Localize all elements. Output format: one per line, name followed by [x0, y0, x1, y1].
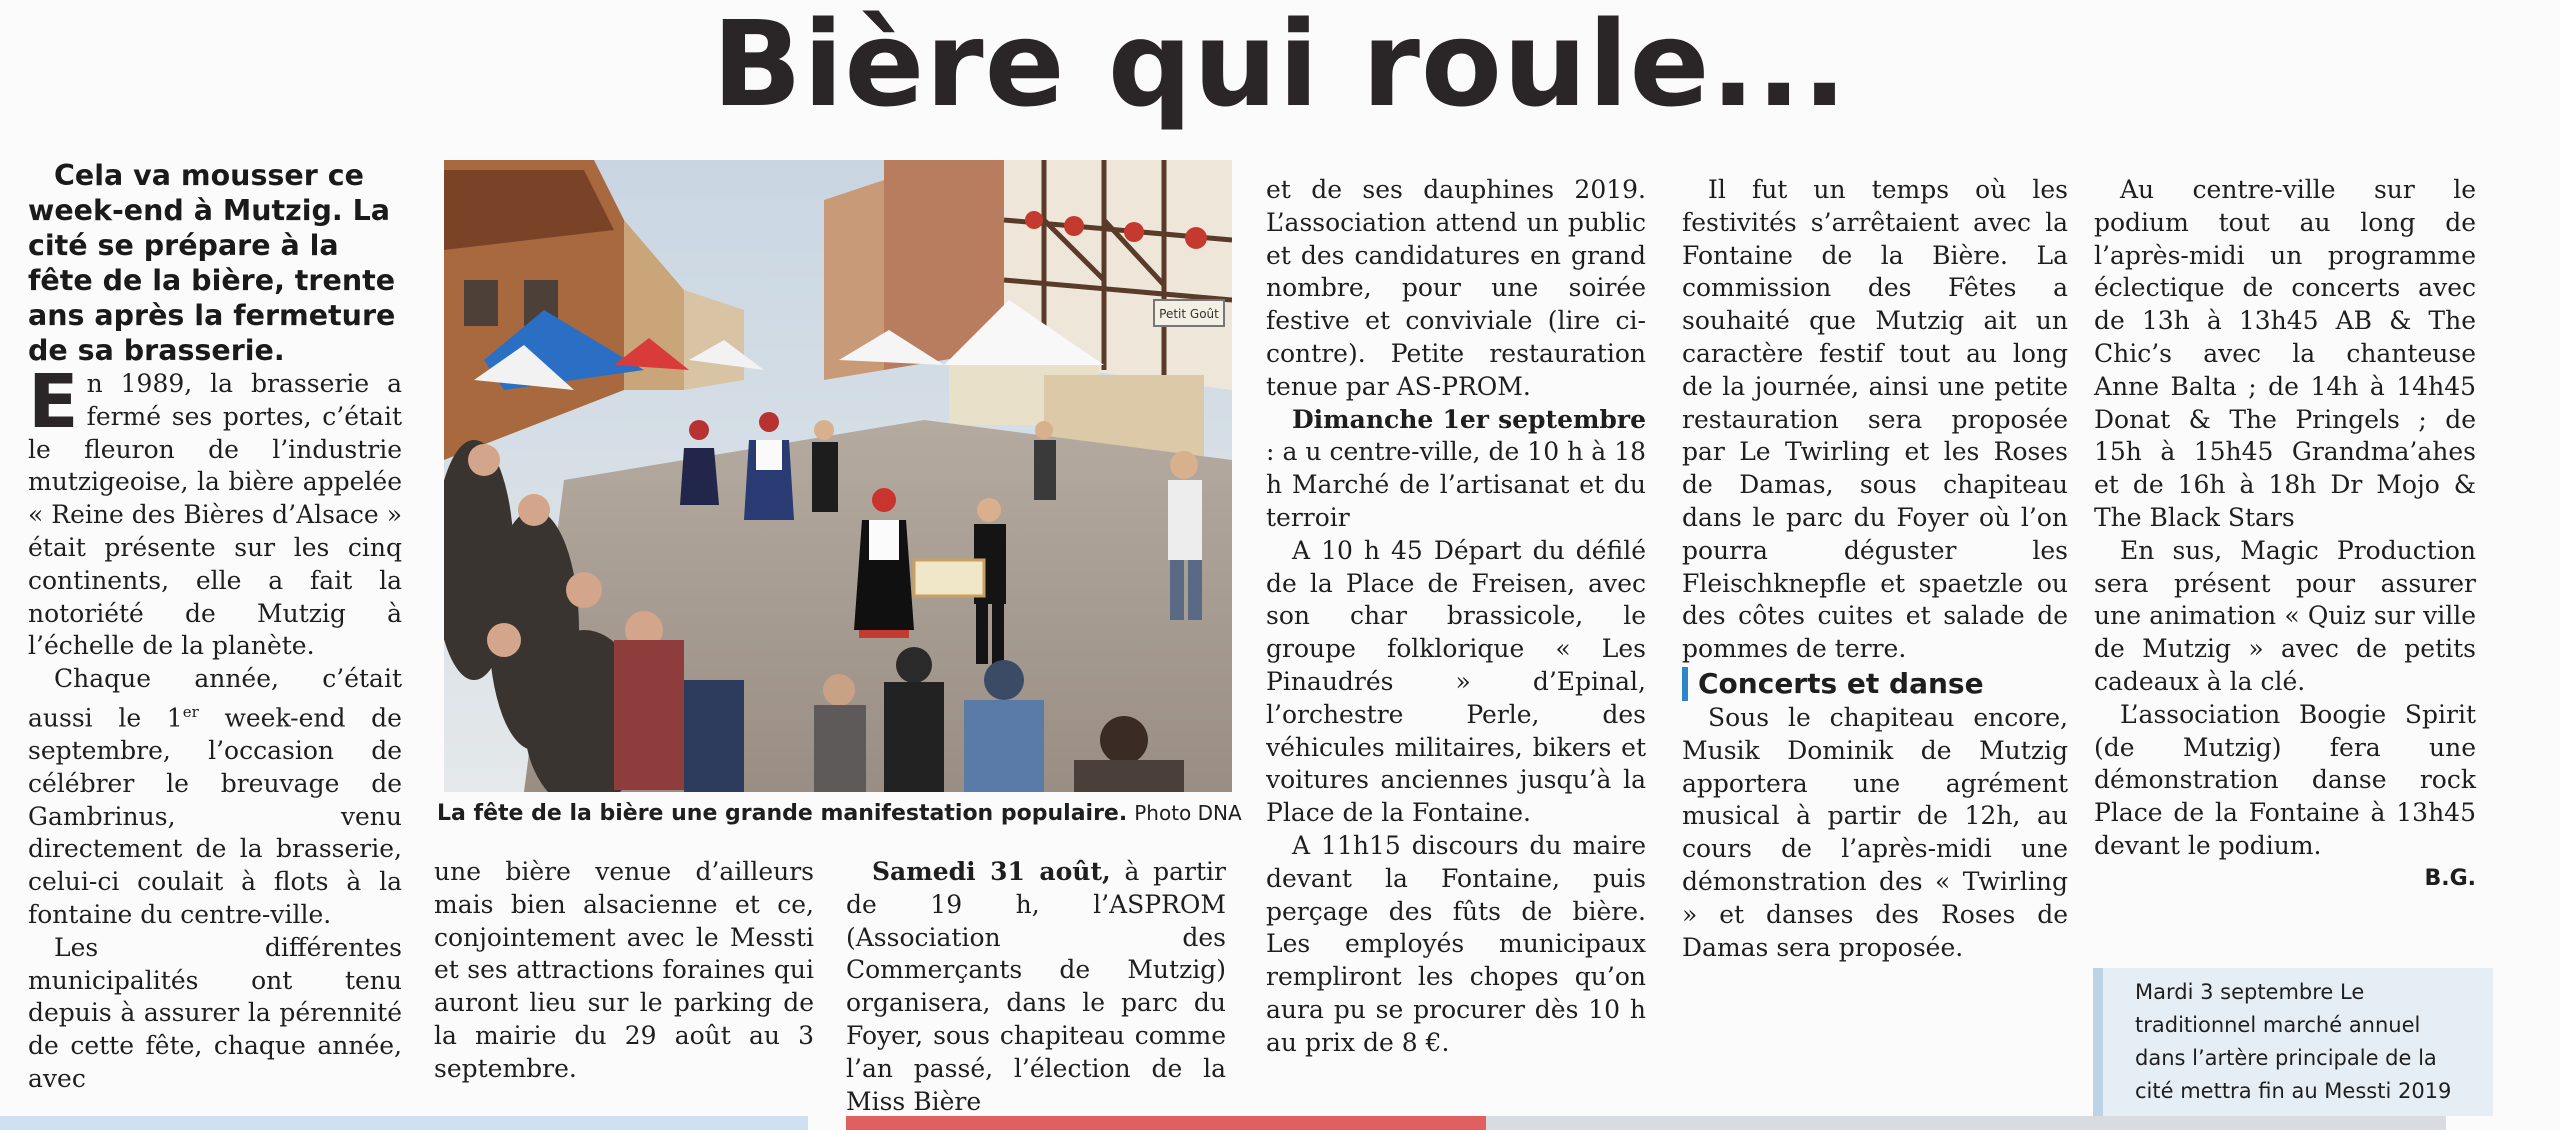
col4-date: Dimanche 1er septembre [1292, 404, 1646, 434]
col4-paragraph-1: et de ses dauphines 2019. L’association attend un public et des candidatures en grand nombre, pour une soirée festive et conviviale (lire ci-contre). Petite restauration tenue par AS-PROM. [1266, 175, 1646, 401]
photo-caption [437, 796, 1242, 832]
col6-paragraph-2: En sus, Magic Production sera présent pour assurer une animation « Quiz sur ville de Mutzig » avec de petits cadeaux à la clé. [2094, 535, 2476, 696]
col2-paragraph: une bière venue d’ailleurs mais bien alsacienne et ce, conjointement avec le Messti et ses attractions foraines qui auront lieu sur le parking de la mairie du 29 août au 3 septembre. [434, 857, 814, 1083]
col1-p2-after: week-end de septembre, l’occasion de célébrer le breuvage de Gambrinus, venu directement de la brasserie, celui-ci coulait à flots à la fontaine du centre-ville. [28, 703, 402, 930]
shop-sign: Petit Goût [1159, 307, 1219, 321]
headline: Bière qui roule... [712, 0, 1848, 133]
bottom-strip-grey [1486, 1116, 2446, 1130]
drop-cap: E [28, 359, 79, 445]
col1-p2-sup: er [182, 702, 199, 721]
lede: Cela va mousser ce week-end à Mutzig. La cité se prépare à la fête de la bière, trente ans après la fermeture de sa brasserie. [28, 159, 396, 367]
author-signature: B.G. [2424, 865, 2476, 891]
column-3 [846, 856, 1226, 1118]
column-5 [1682, 174, 2068, 964]
col3-paragraph [846, 856, 1226, 1118]
col6-paragraph-1: Au centre-ville sur le podium tout au long de l’après-midi un programme éclectique de concerts avec de 13h à 13h45 AB & The Chic’s avec la chanteuse Anne Balta ; de 14h à 14h45 Donat & The Pringels ; de 15h à 15h45 Grandma’ahes et de 16h à 18h Dr Mojo & The Black Stars [2094, 175, 2476, 532]
col1-paragraph-3: Les différentes municipalités ont tenu depuis à assurer la pérennité de cette fête, chaque année, avec [28, 932, 402, 1094]
subhead-accent-bar [1682, 667, 1688, 701]
column-1 [28, 158, 402, 1096]
col3-date: Samedi 31 août, [872, 857, 1111, 886]
col5-paragraph-2: Sous le chapiteau encore, Musik Dominik de Mutzig apportera une agrément musical à partir de 12h, au cours de l’après-midi une démonstration des « Twirling » et danses des Roses de Damas sera proposée. [1682, 702, 2068, 962]
column-2 [434, 856, 814, 1086]
festival-photo [444, 160, 1232, 792]
col1-paragraph-1 [28, 359, 402, 663]
col3-text: à partir de 19 h, l’ASPROM (Association des Commerçants de Mutzig) organisera, dans le parc du Foyer, sous chapiteau comme l’an passé, l’élection de la Miss Bière [846, 857, 1226, 1116]
col4-p2-text: : a u centre-ville, de 10 h à 18 h Marché de l’artisanat et du terroir [1266, 437, 1646, 532]
info-box-text: Mardi 3 septembre Le traditionnel marché annuel dans l’artère principale de la cité mettra fin au Messti 2019 [2135, 980, 2452, 1103]
col1-paragraph-2 [28, 663, 402, 932]
info-box [2093, 968, 2493, 1116]
caption-text: La fête de la bière une grande manifestation populaire. [437, 801, 1128, 826]
bottom-strip-red [846, 1116, 1486, 1130]
col5-paragraph-1: Il fut un temps où les festivités s’arrêtaient avec la Fontaine de la Bière. La commission des Fêtes a souhaité que Mutzig ait un caractère festif tout au long de la journée, ainsi une petite restauration sera proposée par Le Twirling et les Roses de Damas, sous chapiteau dans le parc du Foyer où l’on pourra déguster les Fleischknepfle et spaetzle ou des côtes cuites et salade de pommes de terre. [1682, 175, 2068, 664]
col4-paragraph-3: A 10 h 45 Départ du défilé de la Place de Freisen, avec son char brassicole, le groupe folklorique « Les Pinaudrés » d’Epinal, l’orchestre Perle, des véhicules militaires, bikers et voitures anciennes jusqu’à la Place de la Fontaine. [1266, 535, 1646, 828]
subhead-concerts [1682, 666, 2068, 702]
col1-p2-before: Chaque année, c’était aussi le 1 [28, 664, 402, 733]
column-4 [1266, 174, 1646, 1060]
photo-credit: Photo DNA [1134, 801, 1242, 825]
col6-paragraph-3: L’association Boogie Spirit (de Mutzig) fera une démonstration danse rock Place de la Fontaine à 13h45 devant le podium. [2094, 699, 2476, 860]
col4-paragraph-4: A 11h15 discours du maire devant la Fontaine, puis perçage des fûts de bière. Les employés municipaux rempliront les chopes qu’on aura pu se procurer dès 10 h au prix de 8 €. [1266, 830, 1646, 1057]
subhead-text: Concerts et danse [1698, 666, 1984, 700]
bottom-strip-blue [0, 1116, 808, 1130]
col4-paragraph-2 [1266, 404, 1646, 535]
col1-paragraph-1-text: n 1989, la brasserie a fermé ses portes, c’était le fleuron de l’industrie mutzigeoise, la bière appelée « Reine des Bières d’Alsace » était présente sur les cinq continents, elle a fait la notoriété de Mutzig à l’échelle de la planète. [28, 369, 402, 661]
column-6 [2094, 174, 2476, 896]
